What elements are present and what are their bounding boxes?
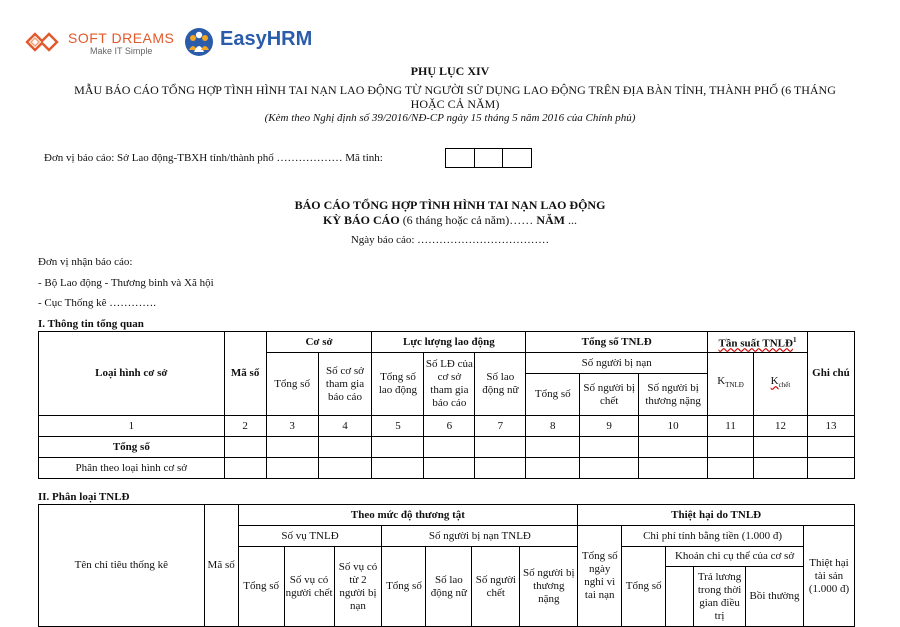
- logo-bar: [24, 26, 324, 60]
- sub-victims-total: Tổng số: [526, 374, 580, 416]
- reporting-unit: Đơn vị báo cáo: Sở Lao động-TBXH tỉnh/thành phố ……………… Mã tỉnh:: [44, 152, 383, 164]
- cell[interactable]: [224, 437, 266, 458]
- period-note: (6 tháng hoặc cả năm)……: [402, 213, 534, 227]
- c-vic-dead: Số người chết: [472, 547, 520, 627]
- form-title: MẪU BÁO CÁO TỔNG HỢP TÌNH HÌNH TAI NẠN LAO ĐỘNG TỪ NGƯỜI SỬ DỤNG LAO ĐỘNG TRÊN ĐỊA BÀN TỈNH, THÀNH PHỐ (6 THÁNG HOẶC CẢ NĂM): [74, 83, 836, 111]
- column-numbers-row: [39, 416, 855, 437]
- col-number: 13: [807, 416, 854, 437]
- cell[interactable]: [266, 458, 318, 479]
- sub-victims: Số người bị nạn TNLĐ: [382, 526, 578, 547]
- cell[interactable]: [807, 458, 854, 479]
- cell[interactable]: [318, 458, 372, 479]
- cell[interactable]: [475, 437, 526, 458]
- province-code-boxes[interactable]: [446, 148, 532, 168]
- cell[interactable]: [526, 437, 580, 458]
- easyhrm-people-icon: [184, 26, 214, 58]
- cell[interactable]: [372, 437, 424, 458]
- sub-cost: Chi phí tính bằng tiền (1.000 đ): [622, 526, 804, 547]
- col-code: Mã số: [224, 332, 266, 416]
- sub-deaths: Số người bị chết: [580, 374, 639, 416]
- sub-victims: Số người bị nạn: [526, 353, 708, 374]
- cell[interactable]: [754, 458, 808, 479]
- easyhrm-logo: [184, 26, 324, 60]
- grp-total-tnld: Tổng số TNLĐ: [526, 332, 708, 353]
- col-number: 9: [580, 416, 639, 437]
- k-tnld: $K_{TNLĐ}$: [708, 353, 754, 416]
- section2-title: II. Phân loại TNLĐ: [38, 491, 130, 503]
- col-facility-type: Loại hình cơ sở: [39, 332, 225, 416]
- grp-facility: Cơ sở: [266, 332, 372, 353]
- overview-table: [38, 331, 855, 479]
- year-dots: ...: [567, 213, 577, 227]
- recipient-item: - Bộ Lao động - Thương binh và Xã hội: [38, 277, 214, 289]
- row-by-type-label: Phân theo loại hình cơ sở: [39, 458, 225, 479]
- year-label: NĂM: [536, 213, 565, 227]
- col-number: 7: [475, 416, 526, 437]
- col-number: 6: [424, 416, 475, 437]
- c-total: Tổng số: [238, 547, 284, 627]
- table-row: [39, 437, 855, 458]
- cell[interactable]: [639, 458, 708, 479]
- cell[interactable]: [639, 437, 708, 458]
- annex-note: (Kèm theo Nghị định số 39/2016/NĐ-CP ngày 15 tháng 5 năm 2016 của Chính phủ): [264, 112, 636, 124]
- sub-property: Thiệt hại tài sản (1.000 đ): [803, 526, 854, 627]
- c-comp: Bồi thường: [746, 567, 804, 627]
- k-chet: $K_{chết}$: [754, 353, 808, 416]
- classification-table: [38, 504, 855, 627]
- c-cases-2plus: Số vụ có từ 2 người bị nạn: [334, 547, 382, 627]
- report-date: Ngày báo cáo: ………………………………: [350, 234, 550, 246]
- report-title: BÁO CÁO TỔNG HỢP TÌNH HÌNH TAI NẠN LAO ĐỘNG: [294, 198, 606, 212]
- sub-cases: Số vụ TNLĐ: [238, 526, 382, 547]
- col-indicator: Tên chỉ tiêu thống kê: [39, 505, 205, 627]
- c-blank: [666, 567, 694, 627]
- col-number: 2: [224, 416, 266, 437]
- period-label: KỲ BÁO CÁO: [323, 213, 400, 227]
- easyhrm-name: EasyHRM: [220, 28, 313, 50]
- cell[interactable]: [372, 458, 424, 479]
- cell[interactable]: [266, 437, 318, 458]
- cell[interactable]: [580, 437, 639, 458]
- sub-days-off: Tổng số ngày nghỉ vì tai nạn: [578, 526, 622, 627]
- col-number: 1: [39, 416, 225, 437]
- table-row: [39, 458, 855, 479]
- softdreams-logo: [24, 26, 184, 60]
- sub-facility-participating: Số cơ sở tham gia báo cáo: [318, 353, 372, 416]
- c-vic-serious: Số người bị thương nặng: [520, 547, 578, 627]
- col-number: 3: [266, 416, 318, 437]
- sub-serious: Số người bị thương nặng: [639, 374, 708, 416]
- col-note: Ghi chú: [807, 332, 854, 416]
- grp-workforce: Lực lượng lao động: [372, 332, 526, 353]
- section1-title: I. Thông tin tổng quan: [38, 318, 144, 330]
- cell[interactable]: [807, 437, 854, 458]
- col-number: 11: [708, 416, 754, 437]
- softdreams-name: SOFT DREAMS: [68, 30, 175, 46]
- cell[interactable]: [708, 437, 754, 458]
- code-box[interactable]: [502, 148, 532, 168]
- recipient-item: - Cục Thống kê ………….: [38, 297, 157, 309]
- sub-workforce: Tổng số lao động: [372, 353, 424, 416]
- softdreams-tagline: Make IT Simple: [90, 46, 153, 56]
- c-cases-dead: Số vụ có người chết: [284, 547, 334, 627]
- report-period: [0, 213, 900, 228]
- grp-severity: Theo mức độ thương tật: [238, 505, 578, 526]
- appendix-title: PHỤ LỤC XIV: [410, 64, 490, 78]
- recipients-label: Đơn vị nhận báo cáo:: [38, 256, 133, 268]
- cell[interactable]: [224, 458, 266, 479]
- sub-female: Số lao động nữ: [475, 353, 526, 416]
- cell[interactable]: [475, 458, 526, 479]
- cell[interactable]: [424, 437, 475, 458]
- cell[interactable]: [754, 437, 808, 458]
- cell[interactable]: [708, 458, 754, 479]
- sub-ld-participating: Số LĐ của cơ sở tham gia báo cáo: [424, 353, 475, 416]
- sub-specific: Khoản chi cụ thể của cơ sở: [666, 547, 804, 567]
- c-cost-total: Tổng số: [622, 547, 666, 627]
- cell[interactable]: [580, 458, 639, 479]
- c-vic-labor: Số lao động nữ: [426, 547, 472, 627]
- softdreams-mark-icon: [24, 28, 60, 56]
- cell[interactable]: [526, 458, 580, 479]
- c-wage: Trả lương trong thời gian điều trị: [694, 567, 746, 627]
- row-total-label: Tổng số: [39, 437, 225, 458]
- col-number: 8: [526, 416, 580, 437]
- code-box[interactable]: [445, 148, 475, 168]
- col-code: Mã số: [204, 505, 238, 627]
- col-number: 5: [372, 416, 424, 437]
- sub-total: Tổng số: [266, 353, 318, 416]
- cell[interactable]: [424, 458, 475, 479]
- c-vic-total: Tổng số: [382, 547, 426, 627]
- code-box[interactable]: [474, 148, 504, 168]
- grp-damage: Thiệt hại do TNLĐ: [578, 505, 855, 526]
- col-number: 12: [754, 416, 808, 437]
- col-number: 10: [639, 416, 708, 437]
- grp-frequency: Tần suất TNLĐ$^1$: [708, 332, 808, 353]
- cell[interactable]: [318, 437, 372, 458]
- col-number: 4: [318, 416, 372, 437]
